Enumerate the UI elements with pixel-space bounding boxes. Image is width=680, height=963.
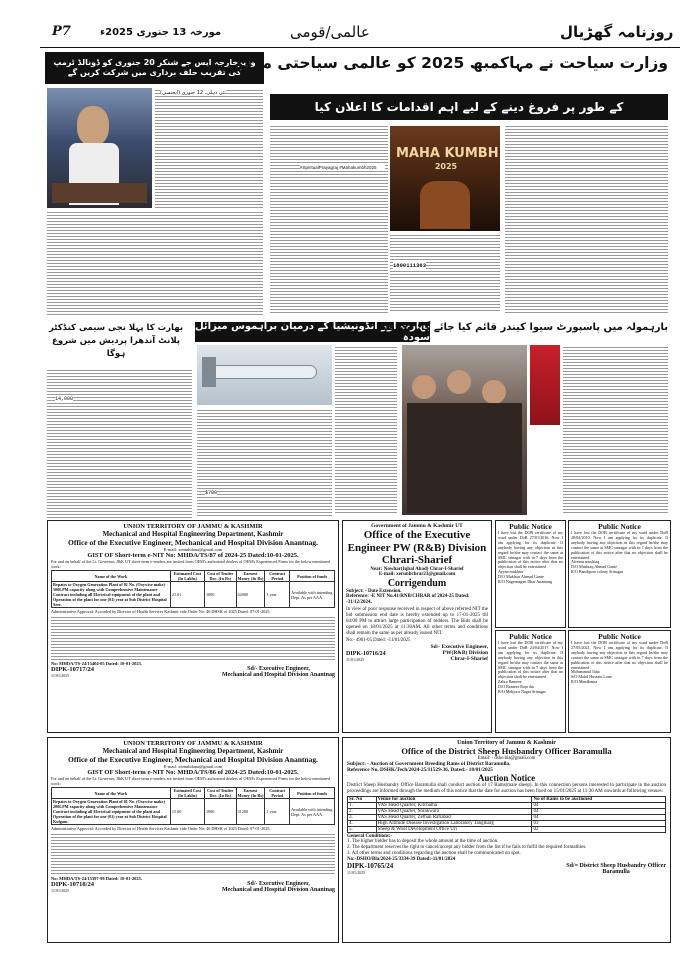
ad1-nit: GIST OF Short-term e-NIT No: MHDA/TS/87 of 2024-25 Dated:10-01-2025. [87, 552, 299, 559]
ad2-line1: Government of Jammu & Kashmir UT [371, 523, 463, 529]
ad2-line2: Office of the Executive Engineer PW (R&B) Division Chrari-Sharief [347, 529, 487, 566]
ad3-td: Available with intending Dept. As per AAA. [290, 799, 335, 825]
ad2-signature-place: Chrar-I-Sharief [450, 655, 488, 662]
ad1-th: Cost of Tender Doc. (In Rs) [204, 571, 236, 582]
brahmos-text-bottom [197, 408, 332, 516]
jaishankar-dateline: نئی دہلی، 12 جنوری (ایجنسی) [160, 90, 226, 96]
tourism-helpline: 1800111363 [393, 262, 427, 269]
notice-name: Zahra Rameez [498, 679, 522, 685]
ad2-subject: Subject: - Date Extension. [346, 588, 402, 594]
public-notice-2 [568, 520, 671, 628]
ad3-intro: For and on behalf of the Lt. Governor, J&K UT short-term e-tenders are invited from OEM's authorized dealers of OEM's Experienced Firms for the below mentioned work: [51, 776, 331, 786]
tourism-text-col-left [270, 124, 388, 314]
ad1-approval: Administrative Approval: Accorded by Director of Health Services Kashmir vide Order No: 46 DHSK of 2025 Dated: 07-01-2025. [51, 609, 271, 614]
ad3-signature: Sd/- Executive Engineer, [247, 881, 310, 887]
ad1-dipk: DIPK-10717/24 [51, 666, 94, 673]
tourism-text-col-mid [390, 233, 500, 313]
ad3-signature-office: Mechanical and Hospital Division Anantnag [221, 887, 335, 893]
ad2-number: No:- 4901-05 Dated: -11/01/2025 [346, 637, 411, 643]
ad4-conditions-title: General Conditions:- [347, 834, 393, 839]
brahmos-headline-bar: بھارت اور انڈونیشیا کے درمیان براہموس میزائل سودہ [195, 321, 430, 343]
notice-ref: D/O Rameez Raja dar [498, 684, 535, 690]
ad3-th: Position of funds [290, 788, 335, 799]
ad3-line2: Mechanical and Hospital Engineering Department, Kashmir [102, 747, 284, 755]
ad3-approval: Administrative Approval: Accorded by Director of Health Services Kashmir vide Order No: 46 DHSK of 2025 Dated: 07-01-2025. [51, 826, 271, 831]
ad4-td: 03 [532, 821, 666, 827]
mahakumbh-image [390, 126, 500, 231]
ad4-td: 04 [532, 815, 666, 821]
ad4-td: 02 [532, 827, 666, 833]
ad4-subject: Subject: - Auction of Government Breeding Rams of District Baramulla. [347, 761, 511, 767]
corrigendum-notice-pwrnb [342, 520, 492, 733]
ad3-line1: UNION TERRITORY OF JAMMU & KASHMIR [123, 740, 263, 747]
ad3-td: 1 year [265, 799, 290, 825]
ad3-conditions [51, 832, 335, 876]
ad4-th: Venue for auction [376, 797, 532, 803]
ad4-td: 5. [348, 827, 377, 833]
tender-notice-mhda-87 [47, 520, 339, 733]
ad3-dipk: DIPK-10718/24 [51, 881, 94, 888]
ad1-td: 1 year [265, 582, 290, 608]
ad2-dipk-date: 11/01/2025 [346, 656, 365, 662]
ad4-td: 04 [532, 803, 666, 809]
ad2-email: E-mail: xerunbchrar23@gmail.com [378, 571, 456, 577]
ad4-line2: Office of the District Sheep Husbandry Officer Baramulla [401, 746, 612, 756]
notice-title: Public Notice [509, 632, 552, 641]
notice-text: I have lost the DOB certificate of my ward under DoB 23/04/2017. Now I am applying for its duplicate. If anybody having any objection in this regard he/she may contact the same at SMC srinagar with in 7 days from the publication of this notice after that no objection shall be entertained [498, 640, 563, 680]
ad4-condition: 2. The department reserves the right to cancel/accept any bidder from the list if he fails to fulfil the required formalities. [347, 845, 587, 850]
ad4-dipk: DIPK-10765/24 [347, 862, 394, 870]
ad1-th: Position of funds [290, 571, 335, 582]
notice-text: I have lost the DOB certificate of my ward under DoB 27/01/2016. Now I am applying for its duplicate. If anybody having any objection in this regard he/she may contact the same at SMC srinagar with in 7 days from the publication of this notice after that no objection shall be entertained [498, 530, 563, 570]
ad4-condition: 1. The higher bidder has to deposit the whole amount at the time of auction. [347, 839, 499, 844]
ad1-td: 1000 [204, 582, 236, 608]
ad2-reference: Reference: -E NIT No.41/RNB/CHRAR of 2024-25 Dated: -31/12/2024. [346, 593, 470, 605]
notice-addr: R/O Mendhama [571, 679, 598, 685]
ad4-td: VAS Head Quarter, Shrakwara [376, 809, 532, 815]
notice-name: Mohammad Taha [571, 669, 600, 675]
ad4-td: High Altitude Disease Investigation Laboratory Tangmarg [376, 821, 532, 827]
passport-text-right [563, 345, 668, 515]
notice-ref: D/O Mushtaq Ahmad Ganie [571, 564, 618, 570]
public-notice-1 [495, 520, 566, 628]
ad3-email: E-mail: xenmhdana@gmail.com [163, 764, 223, 769]
notice-addr: R/O Mehjoor Nagar Srinagar [498, 689, 546, 695]
semiconductor-headline: بھارت کا پہلا نجی سیمی کنڈکٹر پلانٹ آندھرا پردیش میں شروع ہوگا [48, 323, 184, 359]
ad3-th: Estimated Cost (In Lakhs) [170, 788, 204, 799]
ad1-conditions [51, 615, 335, 661]
ad4-title: Auction Notice [477, 773, 536, 783]
ad4-td: 2. [348, 809, 377, 815]
ad4-td: 3. [348, 815, 377, 821]
ad2-body: In view of poor response received in respect of above referred NIT the bid submission end date is hereby extended up to 17-01-2025 till 04:00 PM to attract large participation of bidders. The Bids shall be opened on 18/01/2025 at 11:30AM. All other terms and conditions shall remain the same as per already issued NIT. [346, 606, 488, 636]
ad3-th: Contract Period [265, 788, 290, 799]
ad1-th: Earnest Money (In Rs) [237, 571, 264, 581]
ad1-td: Available with intending Dept. As per AAA. [290, 582, 335, 608]
ad1-email: E-mail: xenmhdana@gmail.com [163, 547, 223, 552]
ad3-th: Name of the Work [52, 788, 171, 799]
ad4-venue-table [347, 796, 666, 833]
auction-notice-sheep [342, 737, 671, 943]
notice-title: Public Notice [598, 632, 641, 641]
ad1-th: Estimated Cost (In Lakhs) [170, 571, 204, 582]
brahmos-amount: $700 [205, 490, 218, 496]
ad4-th: No of Rams to be auctioned [532, 797, 666, 803]
notice-ref: S/O Mohd Hussain Lone [571, 674, 612, 680]
ad4-condition: 3. All other terms and conditions regarding the auction shall be communicated on spot. [347, 851, 521, 856]
ad3-td: 31200 [236, 799, 265, 825]
ad4-th: Sr. No [348, 797, 377, 803]
ad2-signature-division: PW(R&B) Division [442, 649, 488, 656]
brahmos-text-right [335, 345, 397, 515]
ad1-signature: Sd/- Executive Engineer, [247, 666, 310, 672]
ad3-table [51, 787, 335, 825]
ad4-email: Email: - dsho.bla@gmail.com [477, 756, 536, 761]
notice-addr: R/O Bandipora colony Srinagar [571, 569, 623, 575]
ad4-td: VAS Head Quarter, Kitchama [376, 803, 532, 809]
passport-photo-2 [530, 345, 560, 425]
ad1-td: Repairs to Oxygen Generation Plant of 01 No. (Oxywise make) 500LPM capacity along with Comprehensive Maintenance Contract including all Electrical equipment of the plant and Operation of the plant for one (01) year at Sub District Hospital Seer. [52, 582, 171, 608]
story-jaishankar-headline: وزیرخارجہ ایس جے شنکر 20 جنوری کو ڈونالڈ ٹرمپ کی تقریب حلف برداری میں شرکت کریں گے [45, 52, 264, 84]
brahmos-missile-image [197, 345, 332, 405]
ad2-title: Corrigendum [387, 577, 447, 589]
tourism-hashtags: #SpiritualPrayagraj #Mahakumbh2025 [300, 165, 385, 170]
jaishankar-text-col1 [155, 88, 263, 208]
ad1-table [51, 570, 335, 608]
masthead-section: عالمی/قومی [290, 23, 370, 41]
ad1-intro: For and on behalf of the Lt. Governor, J&K UT short-term e-tenders are invited from OEM's authorized dealers of OEM's Experienced Firms for the below mentioned work: [51, 559, 331, 569]
mahakumbh-image-title: MAHA KUMBH [396, 146, 499, 161]
public-notice-4 [568, 630, 671, 733]
ad3-footer-no: No: MHDA/TS-24/15397-98 Dated: 10-01-2025. [51, 876, 142, 881]
passport-headline: بارہمولہ میں پاسپورٹ سیوا کیندر قائم کیا جائے گا: سندھیا [378, 322, 668, 333]
ad4-td: 4. [348, 821, 377, 827]
ad4-number: No:-DSHO/Bla/2024-25/3334-39 Dated:-11/01/2024 [347, 857, 456, 862]
masthead-paper-name: روزنامہ گھڑیال [560, 23, 674, 41]
public-notice-3 [495, 630, 566, 733]
ad4-line1: Union Territory of Jammu & Kashmir [457, 740, 556, 746]
ad3-dipk-date: 11/01/2025 [51, 888, 70, 893]
ad4-td: 1. [348, 803, 377, 809]
ad2-near: Near: Nowhar(Iqbal Abad) Chrar-I-Sharief [370, 566, 464, 572]
ad4-signature-place: Baramulla [602, 869, 630, 875]
ad4-td: Sheep & Wool Development Office Uri [376, 827, 532, 833]
ad1-signature-office: Mechanical and Hospital Division Anantnag [221, 672, 335, 678]
ad4-td: VAS Head Quarter, Zethan Rafiabad [376, 815, 532, 821]
ad4-reference: Reference No. DSHK/Tech/2024-25/11529-36, Dated:- 10/01/2025 [347, 767, 493, 773]
ad3-line3: Office of the Executive Engineer, Mechanical and Hospital Division Anantnag. [68, 755, 318, 764]
tender-notice-mhda-86 [47, 737, 339, 943]
ad3-th: Cost of Tender Doc. (In Rs) [204, 788, 236, 799]
ad4-body: District Sheep Husbandry Office Baramulla shall conduct auction of 17 Rams(male sheep). In this connection persons interested to participate in the auction proceedings are informed through the medium of this notice that the date for auction has been fixed on 15/01/2025 at 11:30 AM onwards at following venues: [347, 783, 666, 794]
ad1-line3: Office of the Executive Engineer, Mechanical and Hospital Division Anantnag. [68, 538, 318, 547]
tourism-headline: وزارت سیاحت نے مہاکمبھ 2025 کو عالمی سیاحتی مرکز [234, 54, 668, 72]
notice-ref: D/O Mukhtar Ahmad Ganie [498, 574, 544, 580]
ad4-td: 04 [532, 809, 666, 815]
ad1-footer-no: No: MHDA/TS-24/15404-05 Dated: 10-01-2025. [51, 661, 142, 666]
ad3-td: 1000 [204, 799, 236, 825]
ad3-th: Earnest Money (In Rs) [237, 788, 264, 798]
notice-title: Public Notice [509, 522, 552, 531]
ad1-th: Name of the Work [52, 571, 171, 582]
notice-text: I have lost the DOB certificate of my ward under DoB 27/05/2021. Now I am applying for its duplicate. If anybody having any objection in this regard he/she may contact the same at SMC srinagar with in 7 days from the publication of this notice after that no objection shall be entertained [571, 640, 668, 670]
jaishankar-text-bottom [47, 210, 263, 315]
ad4-dipk-date: 11/01/2025 [347, 870, 366, 875]
ad1-line1: UNION TERRITORY OF JAMMU & KASHMIR [123, 523, 263, 530]
notice-name: Afreena mushtaq [571, 559, 600, 565]
ad3-td: 15.60 [170, 799, 204, 825]
ad1-th: Contract Period [265, 571, 290, 582]
ad2-dipk: DIPK-10716/24 [346, 650, 386, 657]
notice-name: Ayyan mukhtar [498, 569, 524, 575]
ad1-td: 21.01 [170, 582, 204, 608]
semiconductor-figure: 14,000 [55, 396, 74, 402]
ad2-signature: Sd/- Executive Engineer, [430, 643, 488, 650]
tourism-subhead-bar: کے طور پر فروغ دینے کے لیے اہم اقدامات کا اعلان کیا [270, 94, 668, 120]
page-number: P7 [52, 24, 71, 39]
passport-photo [402, 345, 527, 515]
notice-text: I have lost the DOB certificate of my ward under DoB 28/04/2010. Now I am applying for its duplicate. If anybody having any objection in this regard he/she may contact the same at SMC srinagar with in 7 days from the publication of this notice after that no objection shall be entertained [571, 530, 668, 560]
notice-addr: R/O Nagennagen Dhar Anantnag [498, 579, 553, 585]
tourism-text-col-right [505, 124, 668, 314]
semiconductor-text [47, 368, 192, 518]
mahakumbh-image-year: 2025 [434, 162, 458, 171]
jaishankar-photo [47, 88, 152, 208]
ad4-signature: Sd/= District Sheep Husbandry Officer [566, 863, 666, 869]
masthead [40, 22, 680, 48]
notice-title: Public Notice [598, 522, 641, 531]
ad1-line2: Mechanical and Hospital Engineering Department, Kashmir [102, 530, 284, 538]
masthead-date: مورخہ 13 جنوری 2025ء [100, 27, 222, 38]
ad3-td: Repairs to Oxygen Generation Plant of 01 No. (Oxywise make) 200LPM capacity along with Comprehensive Maintenance Contract including all Electrical equipment of the plant and Operation of the plant for one (01) year at Sub District Hospital Kulgam. [52, 799, 171, 825]
ad3-nit: GIST OF Short-term e-NIT No: MHDA/TS/86 of 2024-25 Dated:10-01-2025. [87, 769, 299, 776]
ad1-dipk-date: 11/01/2025 [51, 673, 70, 678]
ad1-td: 42000 [236, 582, 265, 608]
